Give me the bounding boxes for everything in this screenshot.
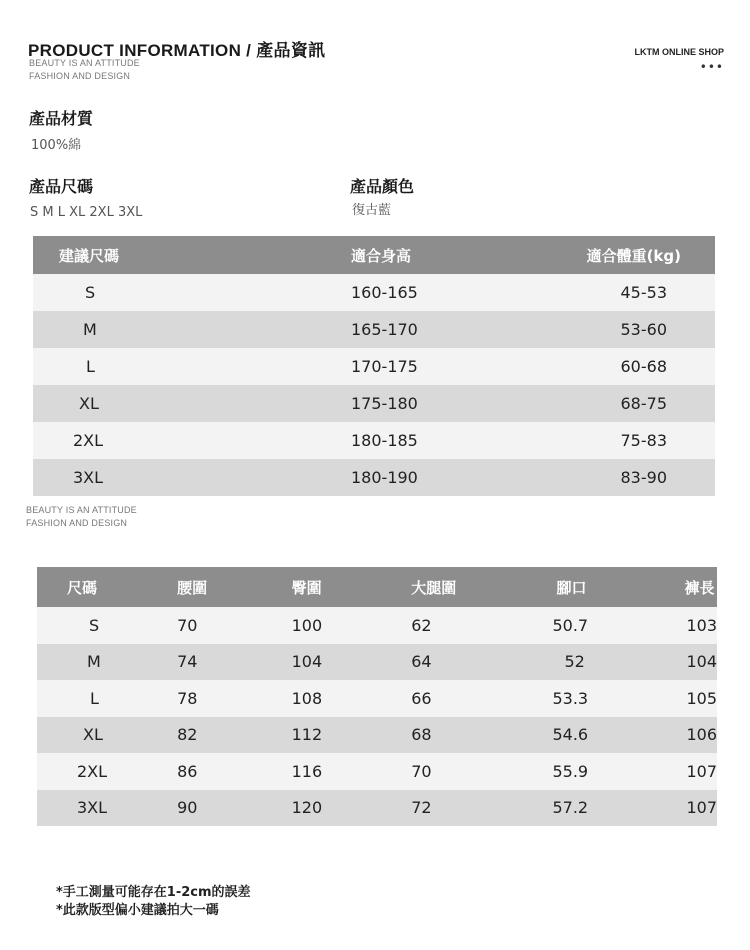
more-dots-icon: •••	[699, 60, 724, 74]
weight-cell: 45-53	[481, 274, 715, 311]
length-cell: 103	[664, 607, 717, 644]
table-row	[37, 680, 717, 717]
thigh-cell: 68	[409, 717, 530, 754]
notes	[56, 884, 251, 920]
size-cell: L	[37, 680, 175, 717]
note-size-advice: *此款版型偏小建議拍大一碼	[56, 903, 219, 918]
hem-cell: 55.9	[530, 753, 664, 790]
shop-name: LKTM ONLINE SHOP	[634, 47, 724, 57]
table-row	[33, 459, 715, 496]
table-row	[33, 311, 715, 348]
measure-header-thigh: 大腿圍	[409, 567, 530, 607]
size-cell: S	[37, 607, 175, 644]
size-cell: XL	[37, 717, 175, 754]
height-cell: 160-165	[239, 274, 481, 311]
sizes-value: S M L XL 2XL 3XL	[30, 205, 143, 220]
waist-cell: 70	[175, 607, 289, 644]
measure-header-hem: 腳口	[530, 567, 664, 607]
fit-header-height: 適合身高	[239, 236, 481, 274]
measure-header-hip: 臀圍	[290, 567, 410, 607]
hip-cell: 100	[290, 607, 410, 644]
weight-cell: 60-68	[481, 348, 715, 385]
height-cell: 180-190	[239, 459, 481, 496]
hip-cell: 112	[290, 717, 410, 754]
thigh-cell: 72	[409, 790, 530, 827]
tagline-line-2: FASHION AND DESIGN	[29, 71, 131, 81]
height-cell: 180-185	[239, 422, 481, 459]
sizes-title: 產品尺碼	[29, 177, 94, 196]
thigh-cell: 64	[409, 644, 530, 681]
waist-cell: 90	[175, 790, 289, 827]
size-cell: L	[33, 348, 239, 385]
note-measurement-error: *手工測量可能存在1-2cm的誤差	[56, 885, 251, 900]
color-title: 產品顏色	[350, 177, 415, 196]
thigh-cell: 66	[409, 680, 530, 717]
waist-cell: 86	[175, 753, 289, 790]
hem-cell: 52	[530, 644, 664, 681]
size-cell: XL	[33, 385, 239, 422]
measure-header-size: 尺碼	[37, 567, 175, 607]
thigh-cell: 70	[409, 753, 530, 790]
table-row	[37, 790, 717, 827]
table-row	[33, 274, 715, 311]
fit-header-weight: 適合體重(kg)	[481, 236, 715, 274]
hip-cell: 108	[290, 680, 410, 717]
hem-cell: 53.3	[530, 680, 664, 717]
measure-table-header	[37, 567, 717, 607]
length-cell: 107	[664, 753, 717, 790]
size-cell: 2XL	[33, 422, 239, 459]
measure-header-length: 褲長	[664, 567, 717, 607]
fit-table-header	[33, 236, 715, 274]
table-row	[37, 753, 717, 790]
table-row	[33, 422, 715, 459]
size-cell: M	[33, 311, 239, 348]
divider-tagline-line-1: BEAUTY IS AN ATTITUDE	[26, 505, 137, 515]
table-row	[33, 385, 715, 422]
size-cell: 3XL	[37, 790, 175, 827]
thigh-cell: 62	[409, 607, 530, 644]
hip-cell: 120	[290, 790, 410, 827]
hem-cell: 54.6	[530, 717, 664, 754]
table-row	[37, 717, 717, 754]
size-cell: 2XL	[37, 753, 175, 790]
color-value: 復古藍	[352, 203, 392, 218]
waist-cell: 82	[175, 717, 289, 754]
size-cell: M	[37, 644, 175, 681]
weight-cell: 68-75	[481, 385, 715, 422]
fit-header-size: 建議尺碼	[33, 236, 239, 274]
length-cell: 107	[664, 790, 717, 827]
height-cell: 175-180	[239, 385, 481, 422]
hem-cell: 57.2	[530, 790, 664, 827]
table-row	[37, 644, 717, 681]
waist-cell: 74	[175, 644, 289, 681]
measure-header-waist: 腰圍	[175, 567, 289, 607]
hem-cell: 50.7	[530, 607, 664, 644]
divider-tagline-line-2: FASHION AND DESIGN	[26, 518, 128, 528]
table-row	[37, 607, 717, 644]
size-cell: S	[33, 274, 239, 311]
waist-cell: 78	[175, 680, 289, 717]
weight-cell: 53-60	[481, 311, 715, 348]
tagline-line-1: BEAUTY IS AN ATTITUDE	[29, 58, 140, 68]
table-row	[33, 348, 715, 385]
material-title: 產品材質	[29, 109, 94, 128]
measurement-table	[37, 567, 717, 826]
length-cell: 106	[664, 717, 717, 754]
material-value: 100%綿	[31, 138, 82, 153]
height-cell: 165-170	[239, 311, 481, 348]
weight-cell: 83-90	[481, 459, 715, 496]
fit-table	[33, 236, 715, 496]
height-cell: 170-175	[239, 348, 481, 385]
weight-cell: 75-83	[481, 422, 715, 459]
page-title: PRODUCT INFORMATION / 產品資訊	[28, 41, 326, 60]
hip-cell: 104	[290, 644, 410, 681]
length-cell: 105	[664, 680, 717, 717]
length-cell: 104	[664, 644, 717, 681]
size-cell: 3XL	[33, 459, 239, 496]
hip-cell: 116	[290, 753, 410, 790]
